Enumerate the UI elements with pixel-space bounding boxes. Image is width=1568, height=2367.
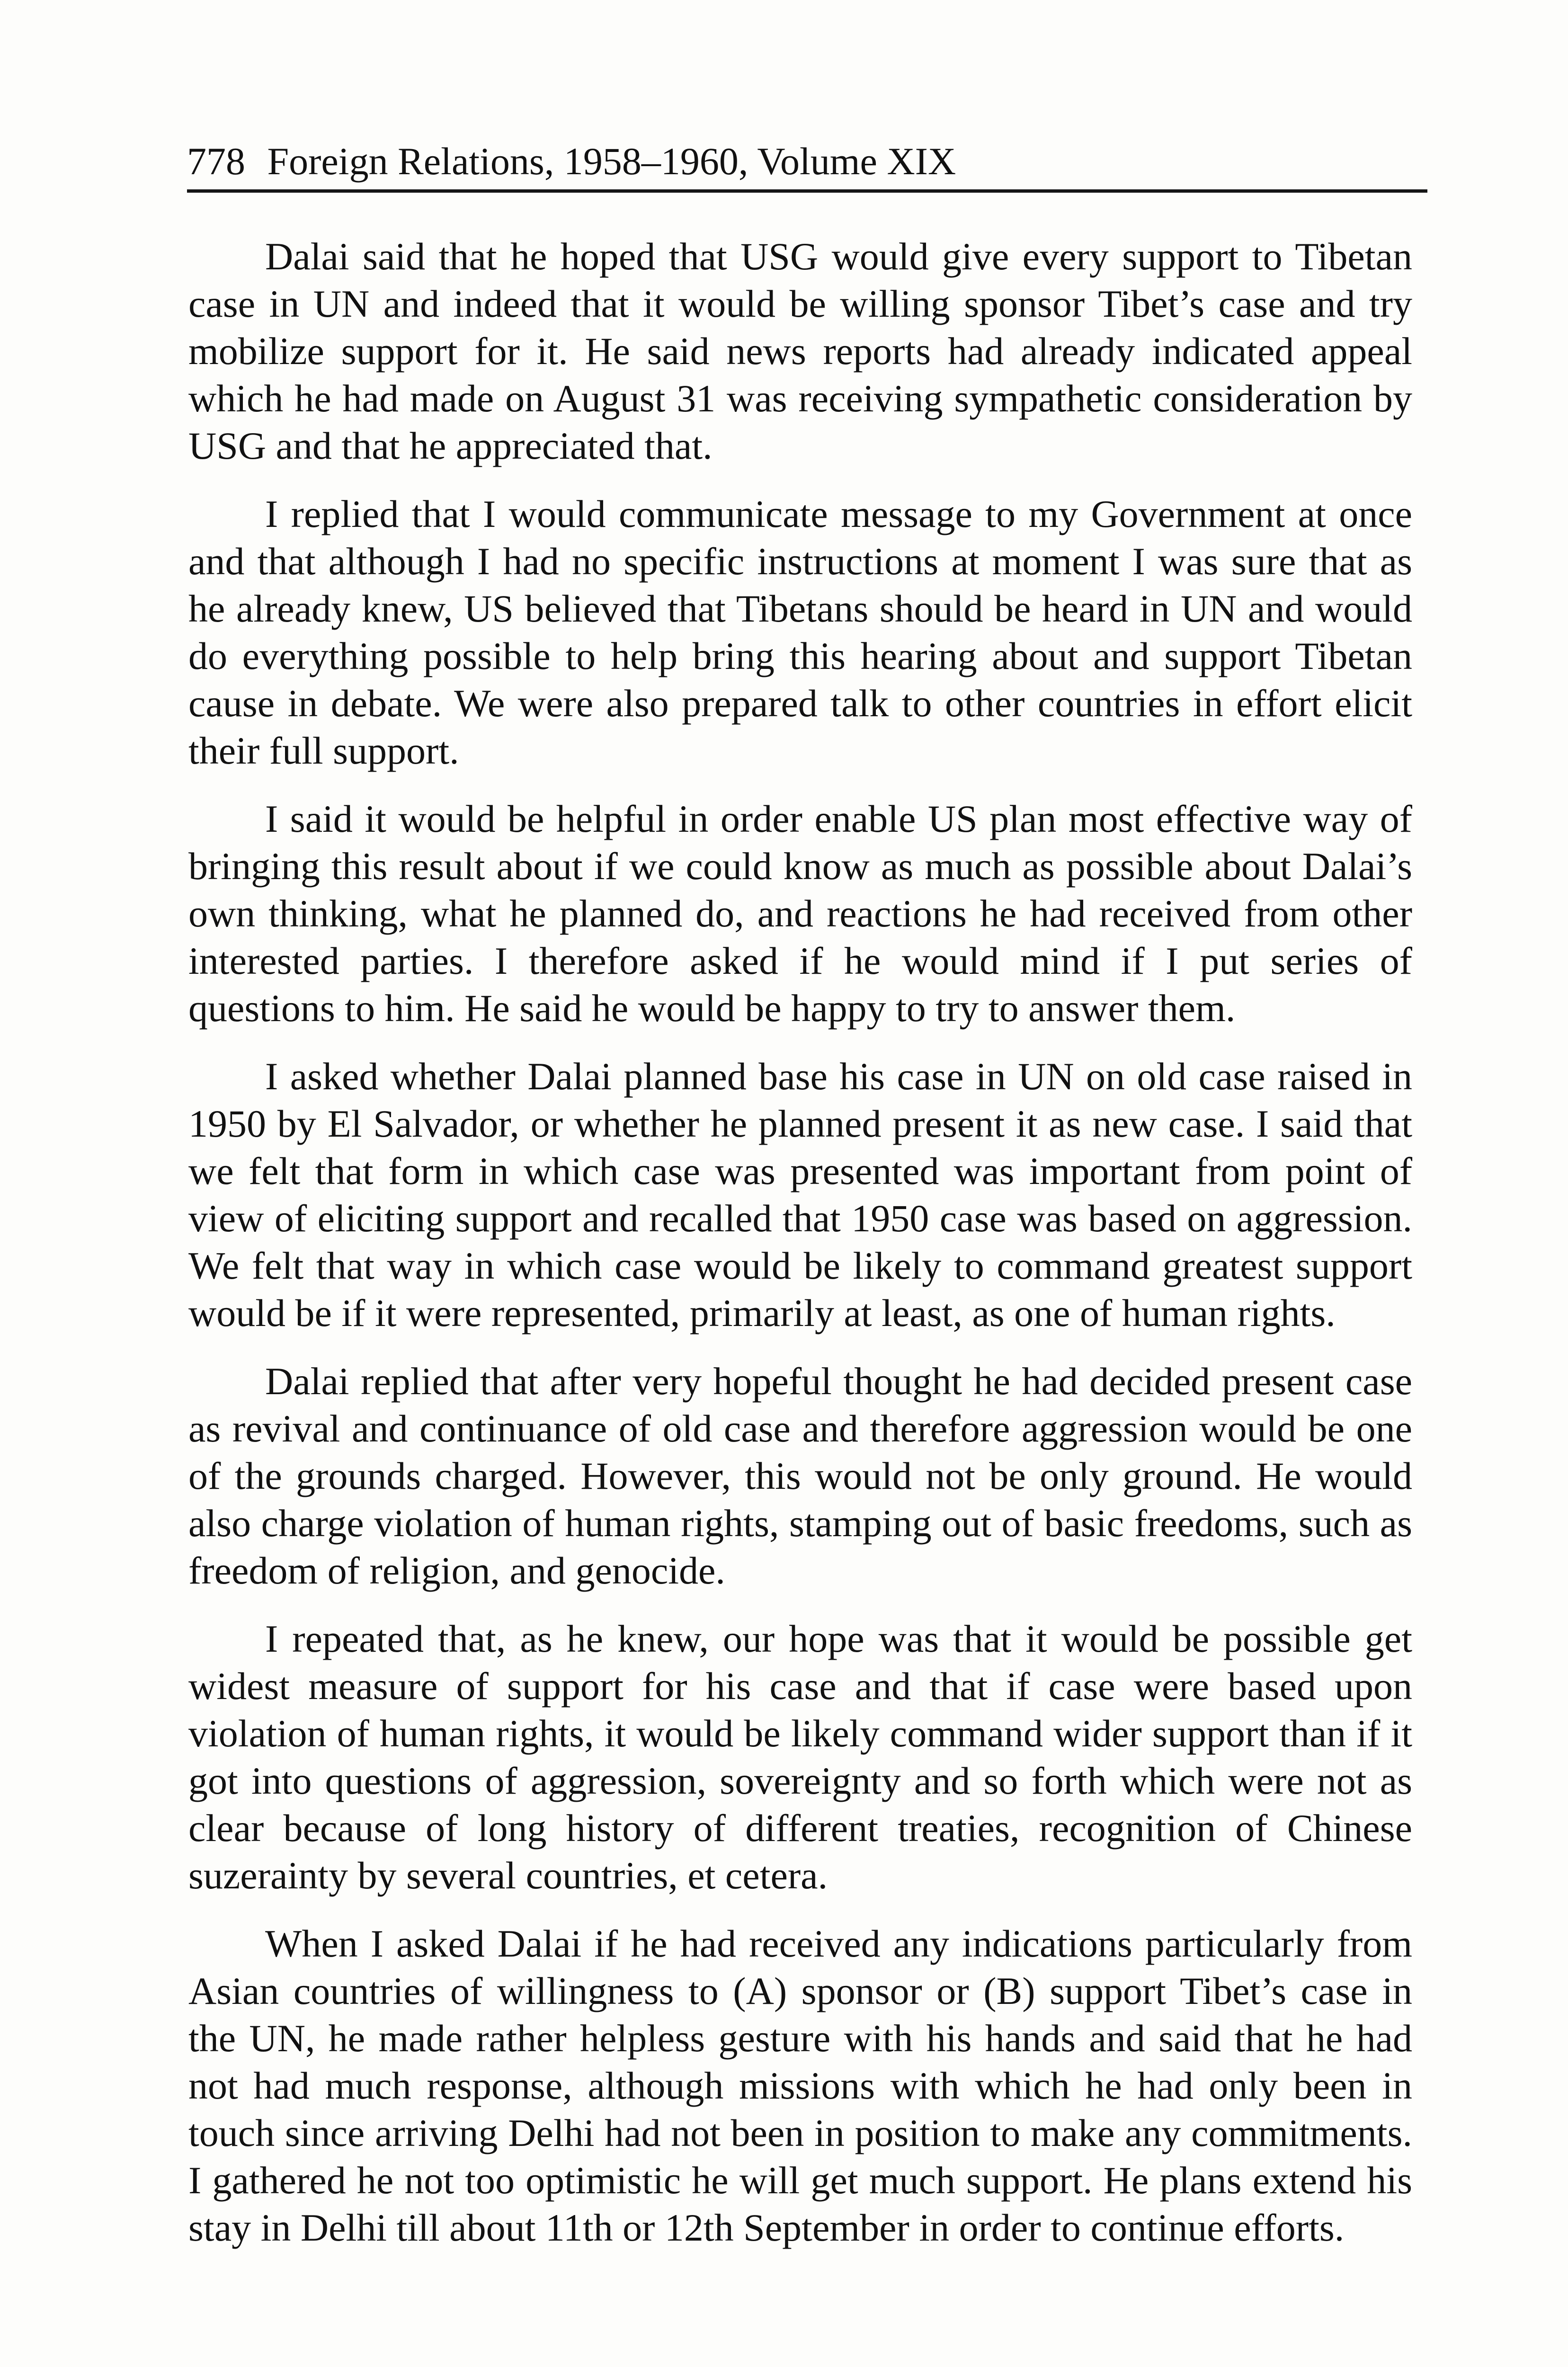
body-text <box>188 233 1412 2251</box>
running-head: Foreign Relations, 1958–1960, Volume XIX <box>267 140 956 183</box>
paragraph: I asked whether Dalai planned base his case in UN on old case raised in 1950 by El Salvador, or whether he planned present it as new case. I said that we felt that form in which case was presented was important from point of view of eliciting support and recalled that 1950 case was based on aggression. We felt that way in which case would be likely to command greatest support would be if it were represented, primarily at least, as one of human rights. <box>188 1055 1412 1335</box>
paragraph: I replied that I would communicate message to my Government at once and that although I had no specific instructions at moment I was sure that as he already knew, US believed that Tibetans should be heard in UN and would do everything possible to help bring this hearing about and support Tibetan cause in debate. We were also prepared talk to other countries in effort elicit their full support. <box>188 492 1412 772</box>
paragraph: I said it would be helpful in order enable US plan most effective way of bringing this result about if we could know as much as possible about Dalai’s own thinking, what he planned do, and reactions he had received from other interested parties. I therefore asked if he would mind if I put series of questions to him. He said he would be happy to try to answer them. <box>188 797 1412 1030</box>
paragraph: When I asked Dalai if he had received any indications particularly from Asian countries of willingness to (A) sponsor or (B) support Tibet’s case in the UN, he made rather helpless gesture with his hands and said that he had not had much response, although missions with which he had only been in touch since arriving Delhi had not been in position to make any commitments. I gathered he not too optimistic he will get much support. He plans extend his stay in Delhi till about 11th or 12th September in order to continue efforts. <box>188 1922 1412 2249</box>
header-rule <box>187 189 1427 193</box>
page-number: 778 <box>187 140 245 183</box>
page-header <box>187 133 1427 189</box>
paragraph: I repeated that, as he knew, our hope was that it would be possible get widest measure of support for his case and that if case were based upon violation of human rights, it would be likely command wider support than if it got into questions of aggression, sovereignty and so forth which were not as clear because of long history of different treaties, recognition of Chinese suzerainty by several countries, et cetera. <box>188 1617 1412 1897</box>
paragraph: Dalai said that he hoped that USG would give every support to Tibetan case in UN and indeed that it would be willing sponsor Tibet’s case and try mobilize support for it. He said news reports had already indicated appeal which he had made on August 31 was receiving sympathetic consideration by USG and that he appreciated that. <box>188 235 1412 467</box>
paragraph: Dalai replied that after very hopeful thought he had decided present case as revival and continuance of old case and therefore aggression would be one of the grounds charged. However, this would not be only ground. He would also charge violation of human rights, stamping out of basic freedoms, such as freedom of religion, and genocide. <box>188 1360 1412 1592</box>
